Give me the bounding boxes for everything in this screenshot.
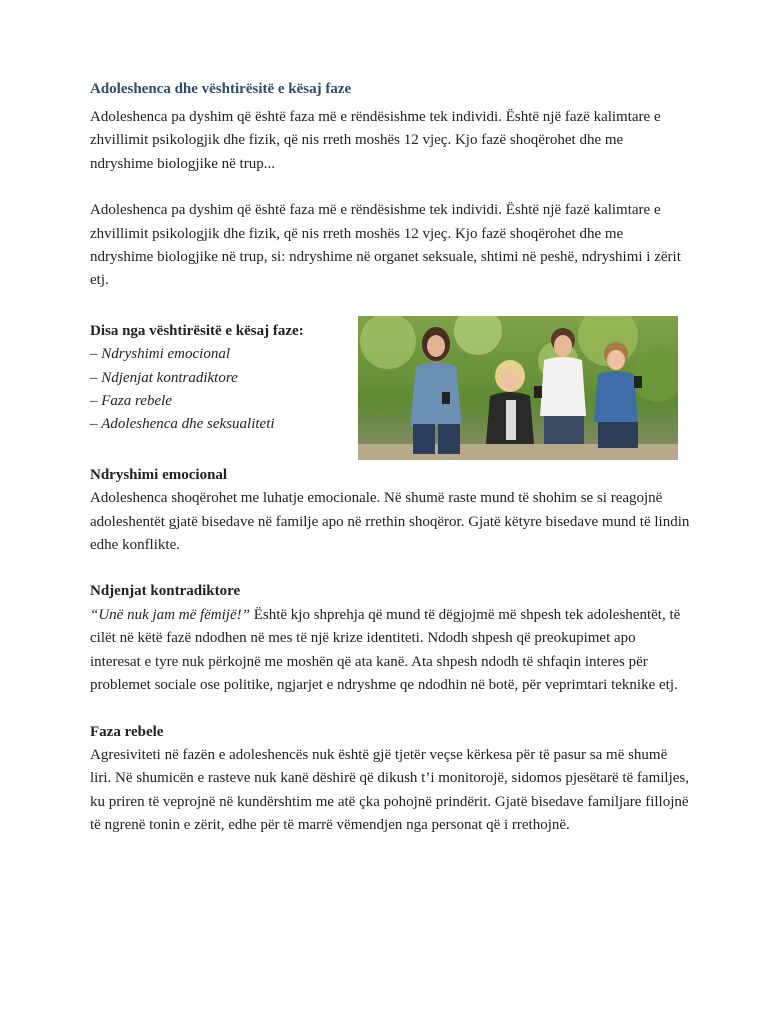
article xyxy=(90,78,690,838)
section-quote: “Unë nuk jam më fëmijë!” xyxy=(90,606,250,623)
spacer xyxy=(90,698,690,721)
section-body-contradictory xyxy=(90,604,690,698)
list-item-label: Ndryshimi emocional xyxy=(101,346,230,363)
section-body-text: Është kjo shprehja që mund të dëgjojmë më shpesh tek adoleshentët, të cilët në këtë fazë ndodhen në mes të një krize identiteti. Ndodh shpesh që preokupimet apo interesat e tyre nuk përkojnë me moshën që ata kanë. Ata shpesh ndodh të shfaqin interes për problemet sociale ose politike, ngjarjet e ndryshme qe ndodhin në botë, për veprimtari teknike etj. xyxy=(90,606,681,694)
list-item-label: Adoleshenca dhe seksualiteti xyxy=(101,416,275,433)
section-heading-rebel: Faza rebele xyxy=(90,723,164,740)
list-item xyxy=(90,367,350,390)
section-heading-contradictory: Ndjenjat kontradiktore xyxy=(90,583,241,600)
spacer xyxy=(90,557,690,580)
teenagers-photo xyxy=(358,316,678,460)
spacer xyxy=(90,293,690,316)
list-item xyxy=(90,390,350,413)
difficulties-heading: Disa nga vështirësitë e kësaj faze: xyxy=(90,322,304,339)
difficulties-block xyxy=(90,316,690,464)
list-bullet: – xyxy=(90,416,98,433)
list-item xyxy=(90,413,350,436)
section-body-emotional: Adoleshenca shoqërohet me luhatje emocionale. Në shumë raste mund të shohim se si reagojnë adoleshentët gjatë bisedave në familje apo në rrethin shoqëror. Gjatë këtyre bisedave mund të lindin edhe konflikte. xyxy=(90,490,690,554)
difficulties-list xyxy=(90,320,350,437)
section-body-rebel: Agresiviteti në fazën e adoleshencës nuk është gjë tjetër veçse kërkesa për të pasur sa më shumë liri. Në shumicën e rasteve nuk kanë dëshirë që dikush t’i monitorojë, sidomos pjesëtarë të familjes, ku priren të veprojnë në kundërshtim me atë çka pohojnë prindërit. Gjatë bisedave familjare fillojnë të ngrenë tonin e zërit, edhe për të marrë vëmendjen nga personat që i rrethojnë. xyxy=(90,746,690,834)
list-item xyxy=(90,343,350,366)
list-bullet: – xyxy=(90,346,98,363)
list-bullet: – xyxy=(90,369,98,386)
list-item-label: Ndjenjat kontradiktore xyxy=(101,369,238,386)
spacer xyxy=(90,176,690,199)
section-heading-emotional: Ndryshimi emocional xyxy=(90,466,228,483)
intro-short-paragraph: Adoleshenca pa dyshim që është faza më e rëndësishme tek individi. Është një fazë kalimtare e zhvillimit psikologjik dhe fizik, që nis rreth moshës 12 vjeç. Kjo fazë shoqërohet dhe me ndryshime biologjike në trup... xyxy=(90,109,661,172)
page-title: Adoleshenca dhe vështirësitë e kësaj faze xyxy=(90,81,352,97)
list-bullet: – xyxy=(90,393,98,410)
intro-full-paragraph: Adoleshenca pa dyshim që është faza më e rëndësishme tek individi. Është një fazë kalimtare e zhvillimit psikologjik dhe fizik, që nis rreth moshës 12 vjeç. Kjo fazë shoqërohet dhe me ndryshime biologjike në trup, si: ndryshime në organet seksuale, shtimi në peshë, ndryshimi i zërit etj. xyxy=(90,202,681,289)
list-item-label: Faza rebele xyxy=(101,393,172,410)
